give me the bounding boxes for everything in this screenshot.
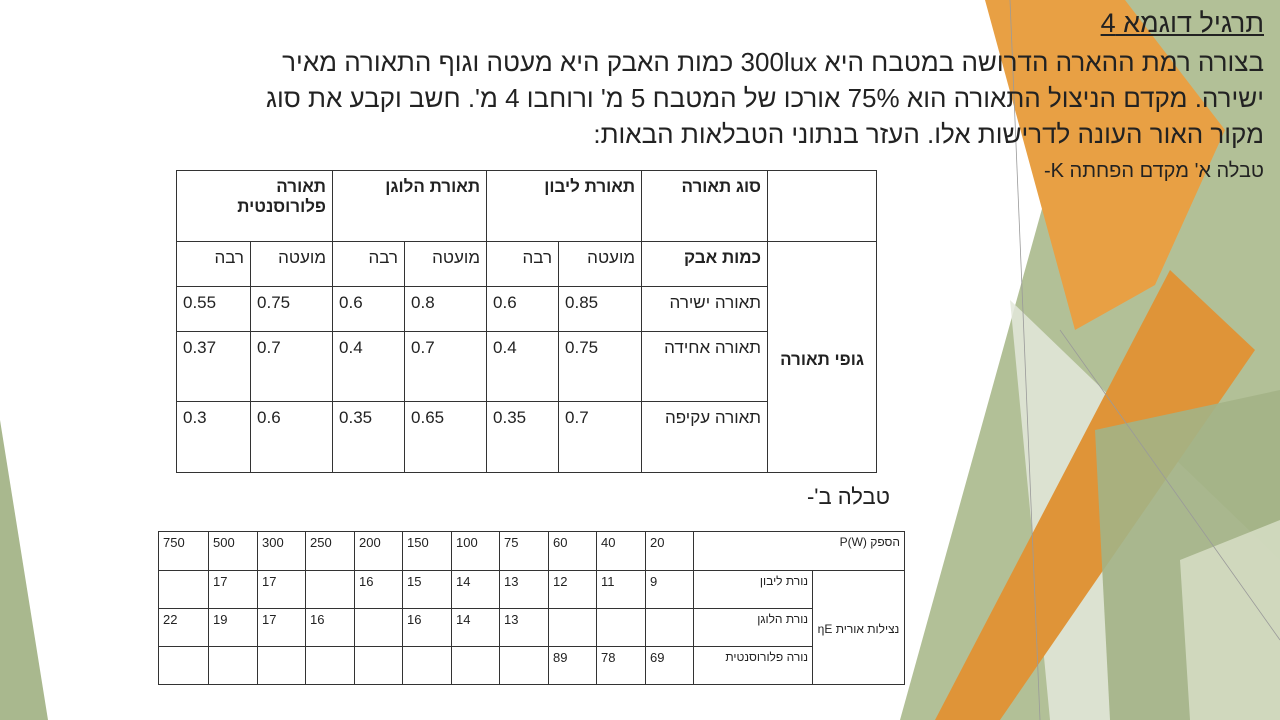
lamp-type-header: תאורה פלורוסנטית <box>177 171 333 242</box>
table-cell: 0.7 <box>559 402 642 473</box>
table-row <box>177 242 877 287</box>
table-b-caption: טבלה ב'- <box>806 484 890 509</box>
dust-level: רבה <box>177 242 251 287</box>
row-label: נורת הלוגן <box>694 609 813 647</box>
dust-level: מועטה <box>251 242 333 287</box>
dust-header: כמות אבק <box>642 242 768 287</box>
table-cell <box>452 647 500 685</box>
table-cell: 0.65 <box>405 402 487 473</box>
table-cell: 69 <box>646 647 694 685</box>
table-cell: 0.37 <box>177 332 251 402</box>
table-cell: 0.7 <box>405 332 487 402</box>
table-cell <box>306 571 355 609</box>
table-cell: 89 <box>549 647 597 685</box>
table-cell: 0.8 <box>405 287 487 332</box>
table-row <box>177 171 877 242</box>
table-row <box>159 609 905 647</box>
table-cell <box>159 571 209 609</box>
row-label: תאורה אחידה <box>642 332 768 402</box>
power-value: 75 <box>500 532 549 571</box>
power-header: הספק P(W) <box>694 532 905 571</box>
table-cell: 14 <box>452 571 500 609</box>
table-corner-cell <box>768 171 877 242</box>
table-cell: 17 <box>209 571 258 609</box>
table-cell <box>597 609 646 647</box>
sage-shape-left <box>0 420 48 720</box>
power-value: 100 <box>452 532 500 571</box>
table-cell: 0.4 <box>487 332 559 402</box>
table-cell: 16 <box>403 609 452 647</box>
table-cell: 0.6 <box>487 287 559 332</box>
power-value: 200 <box>355 532 403 571</box>
table-cell <box>646 609 694 647</box>
table-cell: 14 <box>452 609 500 647</box>
table-cell <box>500 647 549 685</box>
power-value: 60 <box>549 532 597 571</box>
efficacy-side-label: נצילות אורית ηE <box>813 571 905 685</box>
power-value: 250 <box>306 532 355 571</box>
table-cell: 17 <box>258 571 306 609</box>
table-b-luminous-efficacy <box>158 531 905 685</box>
table-cell: 0.35 <box>487 402 559 473</box>
power-value: 500 <box>209 532 258 571</box>
power-value: 40 <box>597 532 646 571</box>
intro-text <box>64 44 1264 152</box>
dust-level: מועטה <box>559 242 642 287</box>
row-label: תאורה עקיפה <box>642 402 768 473</box>
lamp-type-header: תאורת הלוגן <box>333 171 487 242</box>
table-cell: 13 <box>500 609 549 647</box>
table-cell: 12 <box>549 571 597 609</box>
table-cell: 0.4 <box>333 332 405 402</box>
power-value: 150 <box>403 532 452 571</box>
table-cell: 13 <box>500 571 549 609</box>
slide-title: תרגיל דוגמא 4 <box>1100 8 1264 38</box>
table-cell <box>355 609 403 647</box>
dust-level: מועטה <box>405 242 487 287</box>
table-cell: 0.3 <box>177 402 251 473</box>
table-cell <box>159 647 209 685</box>
table-cell: 0.75 <box>559 332 642 402</box>
table-cell: 0.75 <box>251 287 333 332</box>
fixtures-side-label: גופי תאורה <box>768 242 877 473</box>
table-cell <box>209 647 258 685</box>
table-cell: 0.85 <box>559 287 642 332</box>
table-row <box>159 647 905 685</box>
lamp-type-header: תאורת ליבון <box>487 171 642 242</box>
power-value: 300 <box>258 532 306 571</box>
table-a-caption: טבלה א' מקדם הפחתה K- <box>1043 160 1264 182</box>
table-cell: 16 <box>306 609 355 647</box>
table-cell: 15 <box>403 571 452 609</box>
power-value: 20 <box>646 532 694 571</box>
table-cell <box>549 609 597 647</box>
table-cell: 22 <box>159 609 209 647</box>
dust-level: רבה <box>487 242 559 287</box>
table-cell: 11 <box>597 571 646 609</box>
table-cell <box>403 647 452 685</box>
table-cell: 0.35 <box>333 402 405 473</box>
row-label: תאורה ישירה <box>642 287 768 332</box>
row-label: נורת ליבון <box>694 571 813 609</box>
type-header: סוג תאורה <box>642 171 768 242</box>
table-row <box>159 571 905 609</box>
table-cell: 78 <box>597 647 646 685</box>
intro-line: בצורה רמת ההארה הדרושה במטבח היא 300lux כמות האבק היא מעטה וגוף התאורה מאיר <box>282 47 1264 77</box>
table-cell: 0.6 <box>251 402 333 473</box>
table-row <box>159 532 905 571</box>
power-value: 750 <box>159 532 209 571</box>
table-cell <box>355 647 403 685</box>
intro-line: מקור האור העונה לדרישות אלו. העזר בנתוני הטבלאות הבאות: <box>593 119 1264 149</box>
table-cell: 16 <box>355 571 403 609</box>
table-a-reduction-factor <box>176 170 877 473</box>
table-cell: 19 <box>209 609 258 647</box>
table-cell: 0.6 <box>333 287 405 332</box>
row-label: נורה פלורוסנטית <box>694 647 813 685</box>
table-cell <box>258 647 306 685</box>
table-cell: 0.55 <box>177 287 251 332</box>
table-cell <box>306 647 355 685</box>
table-cell: 0.7 <box>251 332 333 402</box>
dust-level: רבה <box>333 242 405 287</box>
table-cell: 9 <box>646 571 694 609</box>
table-cell: 17 <box>258 609 306 647</box>
intro-line: ישירה. מקדם הניצול התאורה הוא 75% אורכו של המטבח 5 מ' ורוחבו 4 מ'. חשב וקבע את סוג <box>265 83 1264 113</box>
